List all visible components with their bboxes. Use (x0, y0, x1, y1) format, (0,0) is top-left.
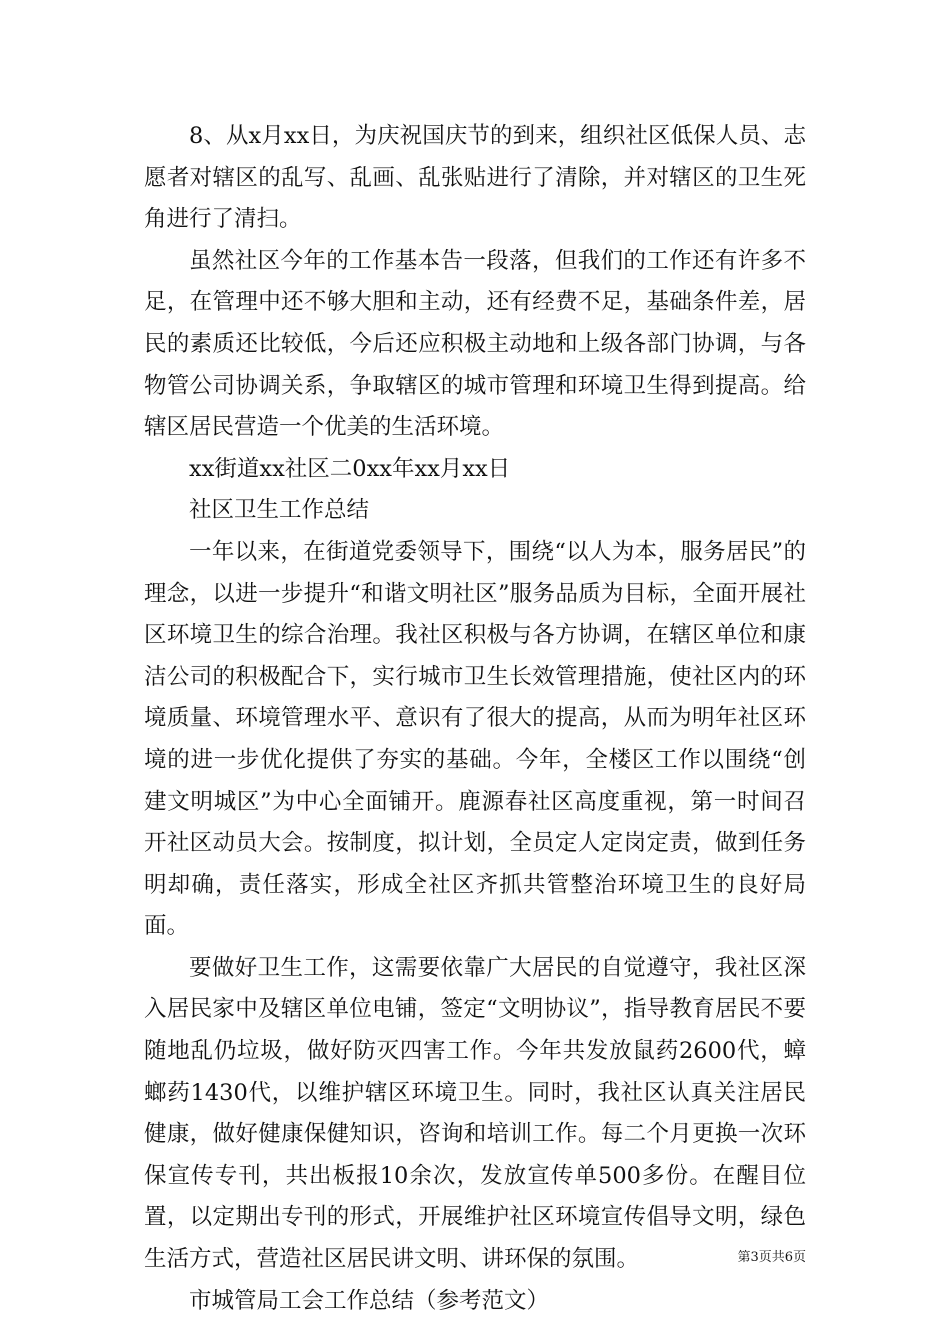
paragraph-year-overview: 一年以来，在街道党委领导下，围绕“以人为本，服务居民”的理念，以进一步提升“和谐文明社区”服务品质为目标，全面开展社区环境卫生的综合治理。我社区积极与各方协调，在辖区单位和康洁公司的积极配合下，实行城市卫生长效管理措施，使社区内的环境质量、环境管理水平、意识有了很大的提高，从而为明年社区环境的进一步优化提供了夯实的基础。今年，全楼区工作以围绕“创建文明城区”为中心全面铺开。鹿源春社区高度重视，第一时间召开社区动员大会。按制度，拟计划，全员定人定岗定责，做到任务明却确，责任落实，形成全社区齐抓共管整治环境卫生的良好局面。 (144, 538, 806, 940)
page-number-footer: 第3页共6页 (737, 1250, 806, 1265)
next-document-title: 市城管局工会工作总结（参考范文） (189, 1287, 550, 1314)
paragraph-hygiene-work: 要做好卫生工作，这需要依靠广大居民的自觉遵守，我社区深入居民家中及辖区单位电铺，签定“文明协议”，指导教育居民不要随地乱仍垃圾，做好防灭四害工作。今年共发放鼠药2600代，蟑螂药1430代，以维护辖区环境卫生。同时，我社区认真关注居民健康，做好健康保健知识，咨询和培训工作。每二个月更换一次环保宣传专刊，共出板报10余次，发放宣传单500多份。在醒目位置，以定期出专刊的形式，开展维护社区环境宣传倡导文明，绿色生活方式，营造社区居民讲文明、讲环保的氛围。 (144, 954, 806, 1273)
section-title-community-hygiene: 社区卫生工作总结 (189, 497, 370, 524)
paragraph-cleanup-activity: 8、从x月xx日，为庆祝国庆节的到来，组织社区低保人员、志愿者对辖区的乱写、乱画、乱张贴进行了清除，并对辖区的卫生死角进行了清扫。 (144, 123, 806, 233)
signature-date-line: xx街道xx社区二0xx年xx月xx日 (189, 455, 511, 482)
document-body (144, 116, 806, 1322)
paragraph-shortcomings: 虽然社区今年的工作基本告一段落，但我们的工作还有许多不足，在管理中还不够大胆和主动，还有经费不足，基础条件差，居民的素质还比较低，今后还应积极主动地和上级各部门协调，与各物管公司协调关系，争取辖区的城市管理和环境卫生得到提高。给辖区居民营造一个优美的生活环境。 (144, 247, 806, 441)
